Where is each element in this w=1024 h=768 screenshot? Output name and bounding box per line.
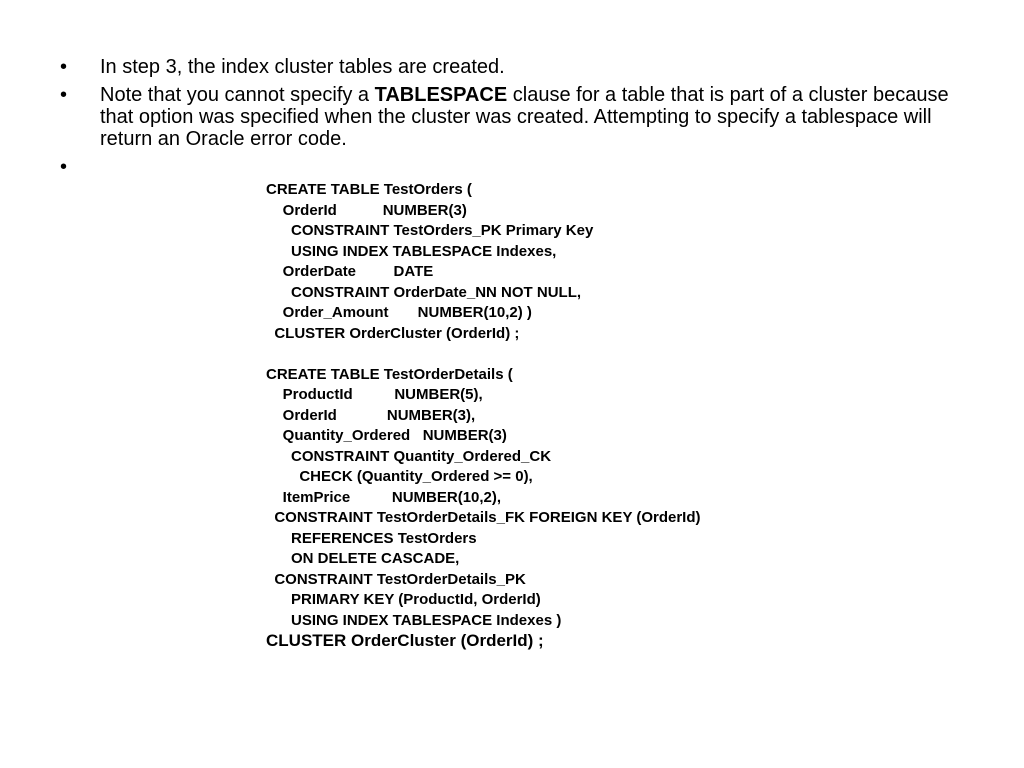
code-line: ProductId NUMBER(5), [266, 386, 483, 403]
bullet-item-2 [60, 84, 960, 150]
code-line: ItemPrice NUMBER(10,2), [266, 488, 502, 506]
code-line: OrderId NUMBER(3) [266, 201, 467, 219]
code-line: CHECK (Quantity_Ordered >= 0), [266, 468, 533, 485]
code-line [266, 344, 701, 365]
code-line: CONSTRAINT TestOrderDetails_FK FOREIGN KEY (OrderId) [266, 509, 701, 526]
code-line: CONSTRAINT OrderDate_NN NOT NULL, [266, 283, 582, 301]
code-line: ON DELETE CASCADE, [266, 550, 460, 567]
bullet-text-prefix: Note that you cannot specify a [100, 84, 375, 106]
bullet-text [100, 84, 960, 150]
code-line: Order_Amount NUMBER(10,2) ) [266, 304, 532, 321]
tablespace-keyword: TABLESPACE [374, 84, 508, 106]
code-line: CONSTRAINT TestOrders_PK Primary Key [266, 222, 594, 239]
bullet-text-suffix: clause for a table that is part of a cluster because that option was specified when the cluster was created. Attempting to specify a tablespace will return an Oracle error code. [100, 84, 949, 150]
code-line: CREATE TABLE TestOrders ( [266, 181, 472, 198]
code-line: CONSTRAINT Quantity_Ordered_CK [266, 447, 552, 465]
code-line: PRIMARY KEY (ProductId, OrderId) [266, 591, 541, 608]
sql-code-block [266, 180, 701, 652]
code-line: CONSTRAINT TestOrderDetails_PK [266, 570, 526, 588]
bullet-list [60, 56, 960, 178]
bullet-marker: • [60, 56, 68, 78]
code-line: OrderId NUMBER(3), [266, 406, 476, 424]
code-line: USING INDEX TABLESPACE Indexes, [266, 242, 557, 260]
bullet-text: In step 3, the index cluster tables are created. [100, 56, 505, 78]
bullet-marker: • [60, 156, 68, 178]
code-line: CLUSTER OrderCluster (OrderId) ; [266, 324, 520, 342]
code-line: CREATE TABLE TestOrderDetails ( [266, 365, 513, 383]
code-line: USING INDEX TABLESPACE Indexes ) [266, 611, 562, 629]
bullet-item-1 [60, 56, 960, 78]
code-line: CLUSTER OrderCluster (OrderId) ; [266, 631, 544, 650]
code-line: Quantity_Ordered NUMBER(3) [266, 427, 507, 444]
code-line: REFERENCES TestOrders [266, 529, 477, 547]
code-line: OrderDate DATE [266, 263, 434, 280]
bullet-marker: • [60, 84, 68, 106]
